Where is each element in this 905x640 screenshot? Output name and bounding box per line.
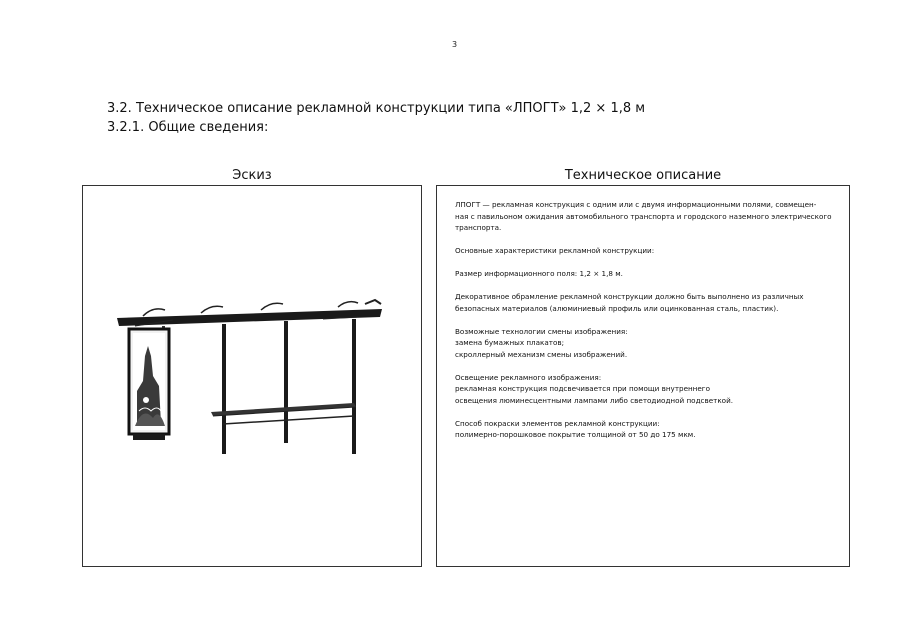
description-paragraph-definition: ЛПОГТ — рекламная конструкция с одним или с двумя информационными полями, совмещен- ная с павильоном ожидания автомобильного транспорта и городского наземного электрического транспорта. bbox=[455, 200, 832, 232]
bus-shelter-sketch bbox=[83, 186, 421, 566]
description-column-title: Техническое описание bbox=[564, 168, 722, 183]
description-panel bbox=[436, 185, 850, 567]
sketch-column-title: Эскиз bbox=[232, 168, 272, 183]
bench-bar bbox=[223, 416, 354, 424]
section-heading: 3.2. Техническое описание рекламной конструкции типа «ЛПОГТ» 1,2 × 1,8 м bbox=[107, 101, 646, 116]
post-2 bbox=[284, 321, 288, 443]
description-paragraph-field-size: Размер информационного поля: 1,2 × 1,8 м. bbox=[455, 269, 623, 278]
ad-panel-base bbox=[133, 434, 165, 440]
description-text bbox=[455, 199, 840, 452]
description-paragraph-main-characteristics: Основные характеристики рекламной конструкции: bbox=[455, 246, 655, 255]
description-paragraph-image-change: Возможные технологии смены изображения: замена бумажных плакатов; скроллерный механизм смены изображений. bbox=[455, 326, 628, 359]
post-1 bbox=[222, 324, 226, 454]
description-paragraph-painting: Способ покраски элементов рекламной конструкции: полимерно-порошковое покрытие толщиной от 50 до 175 мкм. bbox=[455, 418, 696, 439]
sketch-panel bbox=[82, 185, 422, 567]
description-paragraph-decorative-frame: Декоративное обрамление рекламной конструкции должно быть выполнено из различных безопасных материалов (алюминиевый профиль или оцинкованная сталь, пластик). bbox=[455, 292, 804, 313]
ad-panel-image bbox=[133, 333, 165, 430]
subsection-heading: 3.2.1. Общие сведения: bbox=[107, 120, 269, 135]
description-paragraph-lighting: Освещение рекламного изображения: рекламная конструкция подсвечивается при помощи внутреннего освещения люминесцентными лампами либо светодиодной подсветкой. bbox=[455, 372, 734, 405]
page-number: 3 bbox=[452, 40, 458, 49]
post-3 bbox=[352, 319, 356, 454]
bench-seat bbox=[211, 403, 356, 416]
